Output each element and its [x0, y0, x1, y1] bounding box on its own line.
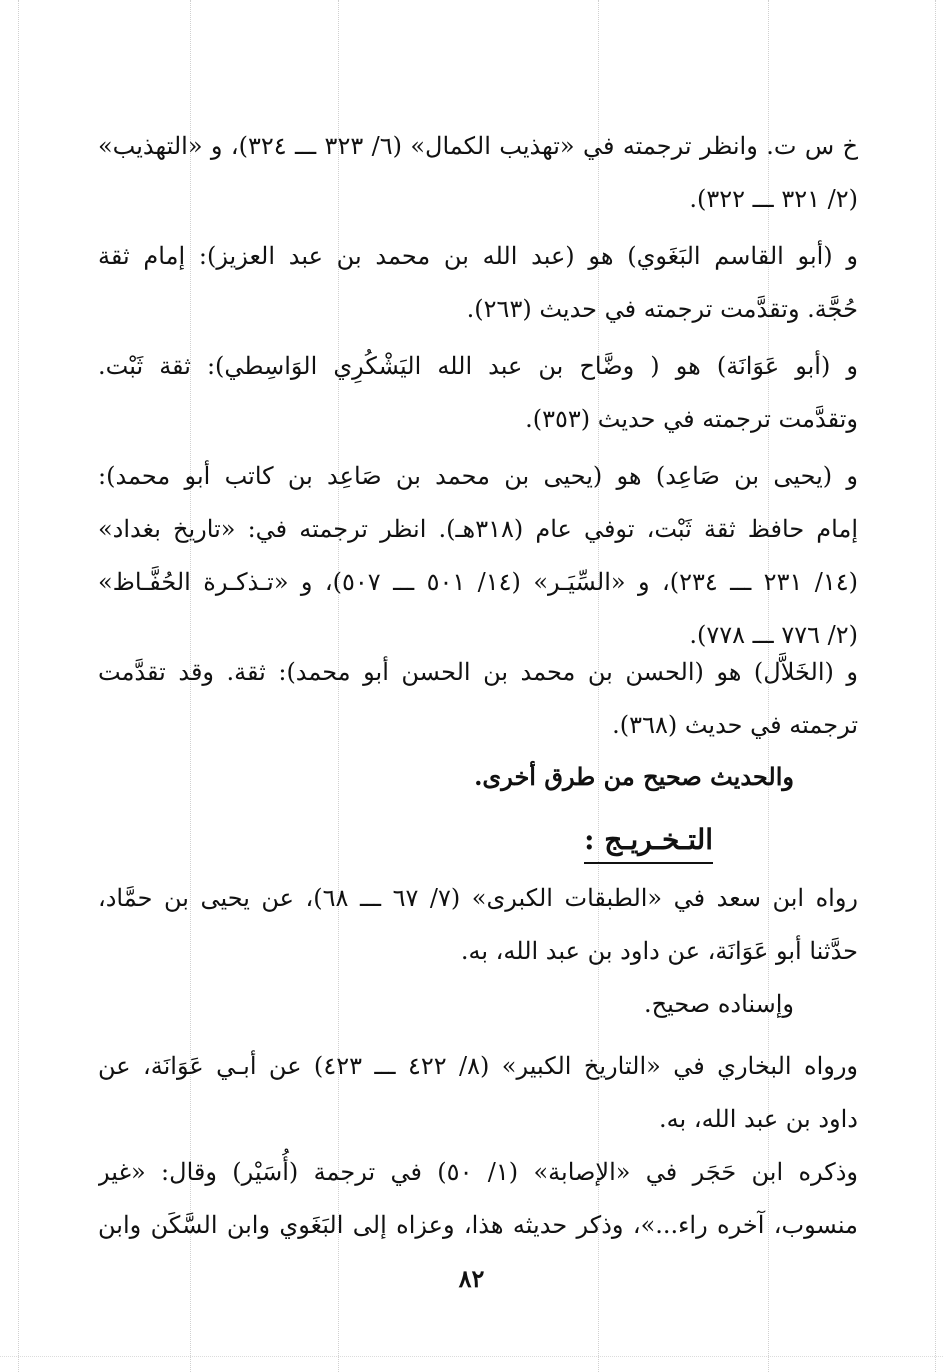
scan-guide-line — [0, 1356, 943, 1357]
text-line: خ س ت. وانظر ترجمته في «تهذيب الكمال» (٦/ ٣٢٣ ـــ ٣٢٤)، و «التهذيب» — [98, 132, 858, 160]
text-line: حُجَّة. وتقدَّمت ترجمته في حديث (٢٦٣). — [466, 295, 858, 323]
paragraph-isnad-sahih — [98, 978, 858, 1031]
heading-text: التـخـريـج : — [584, 820, 713, 864]
text-line: ترجمته في حديث (٣٦٨). — [612, 711, 858, 739]
paragraph-ibn-hajar — [98, 1146, 858, 1252]
paragraph-yahya-ibn-saed — [98, 450, 858, 662]
text-line: (٢/ ٣٢١ ـــ ٣٢٢). — [689, 185, 858, 213]
text-line: (١٤/ ٢٣١ ـــ ٢٣٤)، و «السِّيَـر» (١٤/ ٥٠١ ـــ ٥٠٧)، و «تـذكـرة الحُفَّـاظ» — [98, 568, 858, 596]
text-line: (٢/ ٧٧٦ ـــ ٧٧٨). — [689, 621, 858, 649]
text-line: ورواه البخاري في «التاريخ الكبير» (٨/ ٤٢٢ ـــ ٤٢٣) عن أبـي عَوَانَة، عن — [98, 1052, 858, 1080]
paragraph-tahdhib-reference — [98, 120, 858, 226]
paragraph-ibn-saad — [98, 872, 858, 978]
text-line: داود بن عبد الله، به. — [659, 1105, 858, 1133]
text-line: منسوب، آخره راء...»، وذكر حديثه هذا، وعزاه إلى البَغَوي وابن السَّكَن وابن — [98, 1211, 858, 1239]
text-line: و (الخَلاَّل) هو (الحسن بن محمد بن الحسن أبو محمد): ثقة. وقد تقدَّمت — [98, 658, 858, 686]
text-line: رواه ابن سعد في «الطبقات الكبرى» (٧/ ٦٧ ـــ ٦٨)، عن يحيى بن حمَّاد، — [98, 884, 858, 912]
text-line: و (أبو القاسم البَغَوي) هو (عبد الله بن محمد بن عبد العزيز): إمام ثقة — [98, 242, 858, 270]
paragraph-bukhari — [98, 1040, 858, 1146]
paragraph-abu-al-qasim — [98, 230, 858, 336]
text-line: والحديث صحيح من طرق أخرى. — [474, 762, 794, 791]
text-line: و (يحيى بن صَاعِد) هو (يحيى بن محمد بن صَاعِد بن كاتب أبو محمد): — [98, 462, 858, 490]
text-line: إمام حافظ ثقة ثَبْت، توفي عام (٣١٨هـ). انظر ترجمته في: «تاريخ بغداد» — [98, 515, 858, 543]
text-line: حدَّثنا أبو عَوَانَة، عن داود بن عبد الله، به. — [460, 937, 858, 965]
scan-guide-line — [935, 0, 936, 1372]
text-line: وتقدَّمت ترجمته في حديث (٣٥٣). — [525, 405, 858, 433]
text-line: وإسناده صحيح. — [643, 990, 794, 1018]
text-line: و (أبو عَوَانَة) هو ( وضَّاح بن عبد الله اليَشْكُرِي الوَاسِطي): ثقة ثَبْت. — [98, 352, 858, 380]
paragraph-al-khallal — [98, 646, 858, 752]
paragraph-abu-awana — [98, 340, 858, 446]
section-heading-takhrij — [584, 820, 713, 864]
page-number: ٨٢ — [458, 1264, 485, 1293]
hadith-ruling — [98, 750, 858, 803]
text-line: وذكره ابن حَجَر في «الإصابة» (١/ ٥٠) في ترجمة (أُسَيْر) وقال: «غير — [98, 1158, 858, 1186]
scan-guide-line — [18, 0, 19, 1372]
